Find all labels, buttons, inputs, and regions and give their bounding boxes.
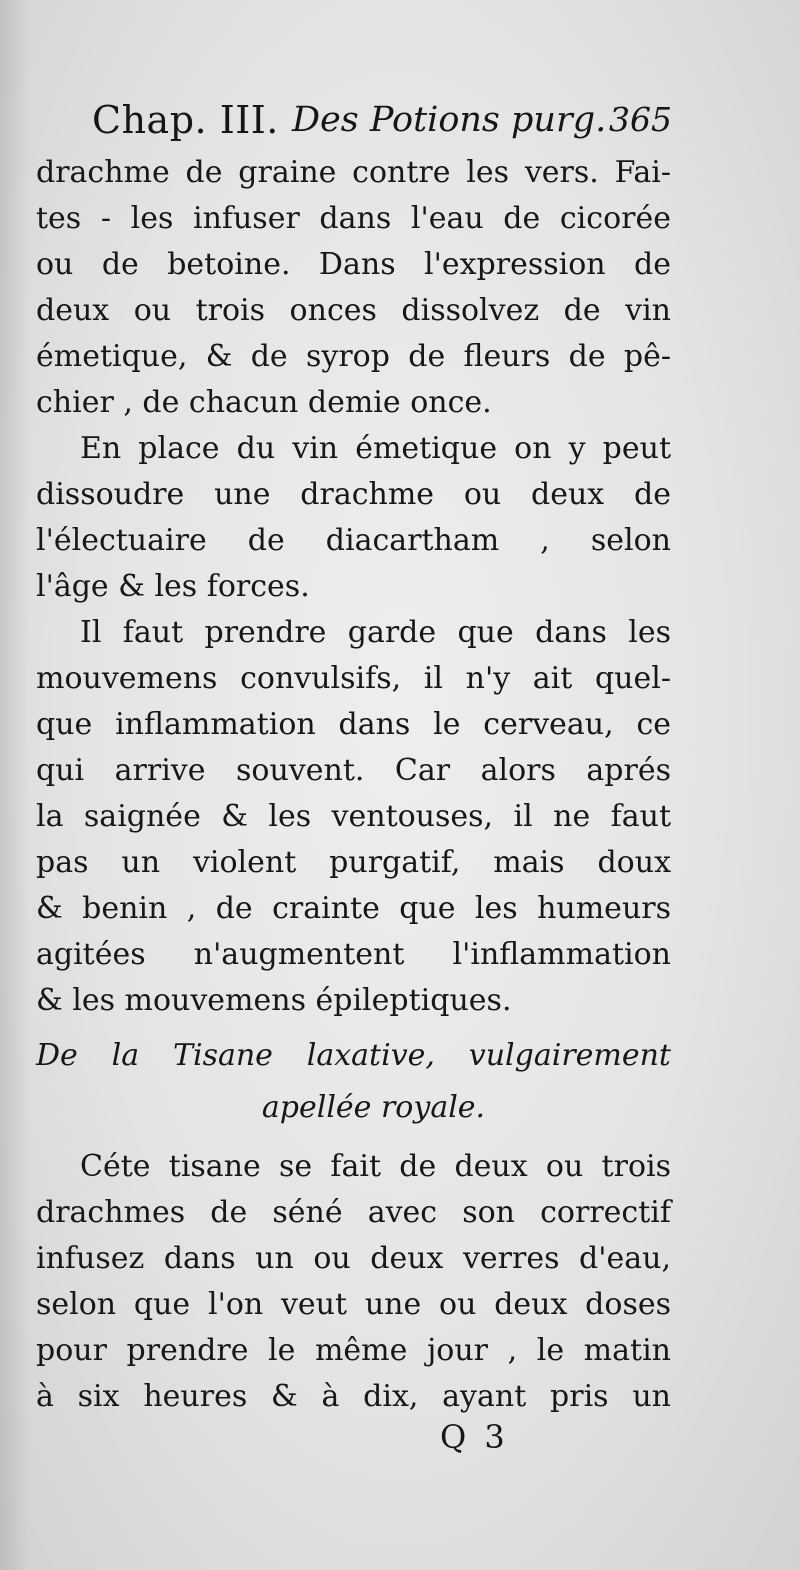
running-title: Des Potions purg. [292, 100, 607, 140]
page-number: 365 [609, 100, 672, 139]
text-line: drachmes de séné avec son correctif [36, 1195, 671, 1230]
text-line: la saignée & les ventouses, il ne faut [36, 799, 671, 834]
text-line: pour prendre le même jour , le matin [36, 1333, 671, 1368]
section-heading [36, 1030, 671, 1134]
text-line: émetique, & de syrop de fleurs de pê- [36, 339, 671, 374]
text-line: tes - les infuser dans l'eau de cicorée [36, 201, 671, 236]
text-line: pas un violent purgatif, mais doux [36, 845, 671, 880]
text-line: infusez dans un ou deux verres d'eau, [36, 1241, 671, 1276]
text-line: mouvemens convulsifs, il n'y ait quel- [36, 661, 671, 696]
paragraph-4 [36, 1144, 671, 1420]
text-line: En place du vin émetique on y peut [80, 431, 671, 466]
paragraph-3 [36, 610, 671, 1024]
heading-line-2: apellée royale. [261, 1090, 486, 1125]
text-line: à six heures & à dix, ayant pris un [36, 1379, 671, 1414]
chapter-label: Chap. III. [92, 98, 279, 142]
text-line: que inflammation dans le cerveau, ce [36, 707, 671, 742]
text-line: drachme de graine contre les vers. Fai- [36, 155, 671, 190]
running-head [92, 98, 672, 158]
paragraph-2 [36, 426, 671, 610]
text-line: & les mouvemens épileptiques. [36, 983, 512, 1018]
text-line: ou de betoine. Dans l'expression de [36, 247, 671, 282]
text-line: Céte tisane se fait de deux ou trois [80, 1149, 671, 1184]
page-edge-shadow [0, 0, 30, 1570]
text-line: chier , de chacun demie once. [36, 385, 492, 420]
heading-line-1: De la Tisane laxative, vulgairement [36, 1038, 671, 1073]
text-line: dissoudre une drachme ou deux de [36, 477, 671, 512]
text-line: l'âge & les forces. [36, 569, 310, 604]
paragraph-1 [36, 150, 671, 426]
text-line: l'électuaire de diacartham , selon [36, 523, 671, 558]
signature-mark: Q 3 [440, 1418, 509, 1456]
text-line: deux ou trois onces dissolvez de vin [36, 293, 671, 328]
text-line: selon que l'on veut une ou deux doses [36, 1287, 671, 1322]
text-line: qui arrive souvent. Car alors aprés [36, 753, 671, 788]
text-line: agitées n'augmentent l'inflammation [36, 937, 671, 972]
text-line: Il faut prendre garde que dans les [80, 615, 671, 650]
text-line: & benin , de crainte que les humeurs [36, 891, 671, 926]
